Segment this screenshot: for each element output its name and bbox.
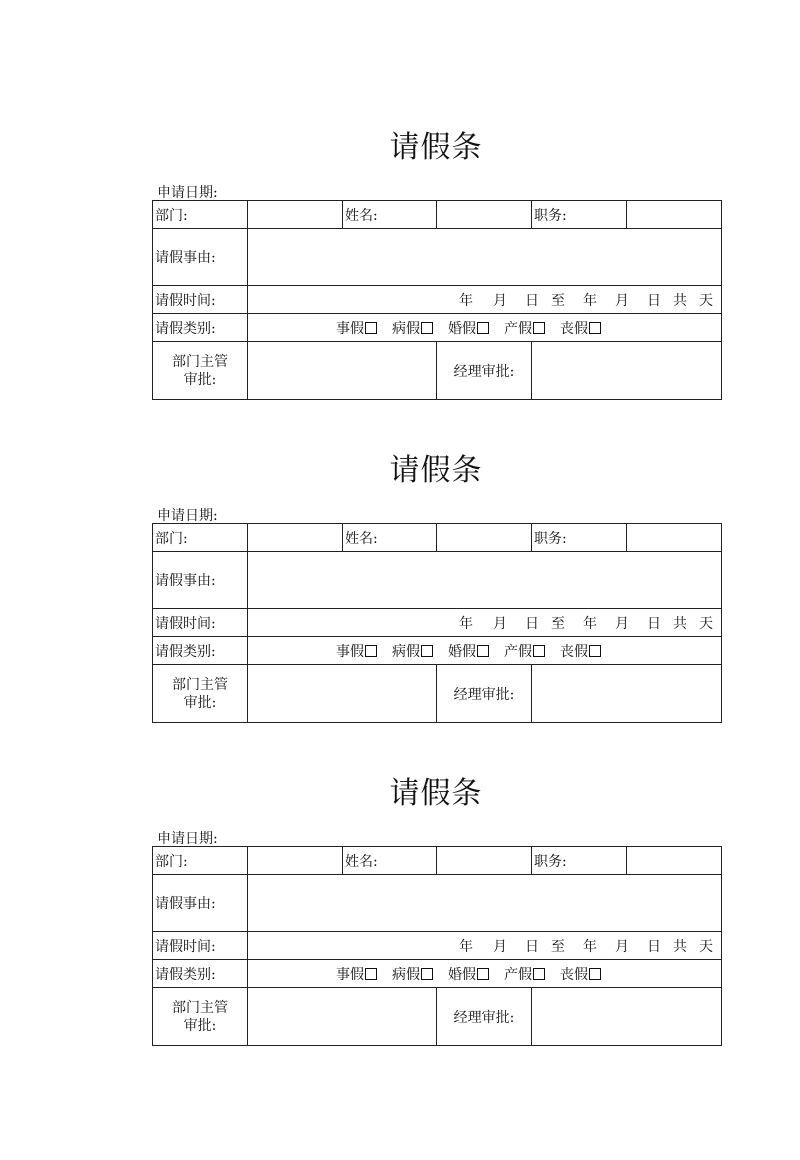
row-reason: [153, 875, 722, 932]
manager-approval-field[interactable]: [532, 665, 722, 723]
checkbox-icon[interactable]: [589, 645, 601, 657]
day-start-unit: 日: [525, 292, 539, 309]
time-field[interactable]: [248, 286, 722, 314]
leave-type-marriage[interactable]: 婚假: [448, 641, 489, 661]
row-reason: [153, 229, 722, 286]
to-label: 至: [551, 292, 565, 309]
form-title: 请假条: [389, 776, 483, 811]
form-title: 请假条: [389, 130, 483, 165]
leave-type-maternity[interactable]: 产假: [504, 318, 545, 338]
manager-approval-field[interactable]: [532, 988, 722, 1046]
row-type: [153, 960, 722, 988]
dept-approval-field[interactable]: [248, 665, 437, 723]
reason-label: 请假事由:: [153, 875, 248, 932]
total-label: 共: [673, 615, 687, 632]
total-label: 共: [673, 938, 687, 955]
position-field[interactable]: [627, 524, 722, 552]
form-title: 请假条: [389, 453, 483, 488]
department-field[interactable]: [248, 847, 343, 875]
leave-type-marriage[interactable]: 婚假: [448, 318, 489, 338]
leave-type-sick[interactable]: 病假: [392, 641, 433, 661]
leave-type-personal[interactable]: 事假: [336, 318, 377, 338]
manager-approval-label: 经理审批:: [437, 665, 532, 723]
leave-type-sick[interactable]: 病假: [392, 964, 433, 984]
checkbox-icon[interactable]: [533, 645, 545, 657]
position-label: 职务:: [532, 847, 627, 875]
to-label: 至: [551, 615, 565, 632]
leave-table: [152, 200, 722, 400]
row-basic-info: [153, 847, 722, 875]
month-start-unit: 月: [493, 938, 507, 955]
position-field[interactable]: [627, 201, 722, 229]
row-approval: [153, 988, 722, 1046]
checkbox-icon[interactable]: [477, 322, 489, 334]
year-start-unit: 年: [459, 938, 473, 955]
month-end-unit: 月: [615, 615, 629, 632]
leave-type-bereavement[interactable]: 丧假: [560, 318, 601, 338]
year-end-unit: 年: [583, 938, 597, 955]
name-label: 姓名:: [343, 524, 437, 552]
leave-table: [152, 846, 722, 1046]
day-end-unit: 日: [647, 615, 661, 632]
reason-field[interactable]: [248, 552, 722, 609]
row-type: [153, 637, 722, 665]
leave-type-personal[interactable]: 事假: [336, 641, 377, 661]
type-label: 请假类别:: [153, 637, 248, 665]
reason-field[interactable]: [248, 875, 722, 932]
checkbox-icon[interactable]: [533, 968, 545, 980]
checkbox-icon[interactable]: [421, 968, 433, 980]
name-label: 姓名:: [343, 201, 437, 229]
row-reason: [153, 552, 722, 609]
year-start-unit: 年: [459, 615, 473, 632]
apply-date-label: 申请日期:: [157, 185, 218, 201]
dept-approval-label: 部门主管 审批:: [153, 665, 248, 723]
checkbox-icon[interactable]: [477, 968, 489, 980]
department-label: 部门:: [153, 524, 248, 552]
leave-type-bereavement[interactable]: 丧假: [560, 641, 601, 661]
department-field[interactable]: [248, 524, 343, 552]
leave-type-bereavement[interactable]: 丧假: [560, 964, 601, 984]
year-start-unit: 年: [459, 292, 473, 309]
manager-approval-label: 经理审批:: [437, 342, 532, 400]
type-options: [248, 637, 722, 665]
type-label: 请假类别:: [153, 960, 248, 988]
name-field[interactable]: [437, 524, 532, 552]
row-basic-info: [153, 524, 722, 552]
name-label: 姓名:: [343, 847, 437, 875]
to-label: 至: [551, 938, 565, 955]
apply-date-label: 申请日期:: [157, 508, 218, 524]
dept-approval-field[interactable]: [248, 342, 437, 400]
year-end-unit: 年: [583, 615, 597, 632]
day-end-unit: 日: [647, 292, 661, 309]
leave-type-maternity[interactable]: 产假: [504, 964, 545, 984]
name-field[interactable]: [437, 201, 532, 229]
reason-label: 请假事由:: [153, 229, 248, 286]
row-time: [153, 932, 722, 960]
type-options: [248, 314, 722, 342]
day-start-unit: 日: [525, 938, 539, 955]
checkbox-icon[interactable]: [533, 322, 545, 334]
position-label: 职务:: [532, 201, 627, 229]
dept-approval-field[interactable]: [248, 988, 437, 1046]
row-type: [153, 314, 722, 342]
name-field[interactable]: [437, 847, 532, 875]
position-field[interactable]: [627, 847, 722, 875]
manager-approval-label: 经理审批:: [437, 988, 532, 1046]
dept-approval-label: 部门主管 审批:: [153, 988, 248, 1046]
position-label: 职务:: [532, 524, 627, 552]
row-time: [153, 609, 722, 637]
checkbox-icon[interactable]: [477, 645, 489, 657]
manager-approval-field[interactable]: [532, 342, 722, 400]
days-unit: 天: [699, 615, 713, 632]
leave-type-sick[interactable]: 病假: [392, 318, 433, 338]
leave-type-personal[interactable]: 事假: [336, 964, 377, 984]
day-start-unit: 日: [525, 615, 539, 632]
month-start-unit: 月: [493, 615, 507, 632]
checkbox-icon[interactable]: [365, 968, 377, 980]
checkbox-icon[interactable]: [365, 645, 377, 657]
time-label: 请假时间:: [153, 932, 248, 960]
department-field[interactable]: [248, 201, 343, 229]
checkbox-icon[interactable]: [589, 322, 601, 334]
month-end-unit: 月: [615, 292, 629, 309]
time-field[interactable]: [248, 609, 722, 637]
time-field[interactable]: [248, 932, 722, 960]
leave-type-marriage[interactable]: 婚假: [448, 964, 489, 984]
checkbox-icon[interactable]: [421, 645, 433, 657]
type-options: [248, 960, 722, 988]
day-end-unit: 日: [647, 938, 661, 955]
year-end-unit: 年: [583, 292, 597, 309]
time-label: 请假时间:: [153, 609, 248, 637]
reason-label: 请假事由:: [153, 552, 248, 609]
department-label: 部门:: [153, 847, 248, 875]
row-basic-info: [153, 201, 722, 229]
row-approval: [153, 342, 722, 400]
month-start-unit: 月: [493, 292, 507, 309]
row-approval: [153, 665, 722, 723]
days-unit: 天: [699, 292, 713, 309]
time-label: 请假时间:: [153, 286, 248, 314]
department-label: 部门:: [153, 201, 248, 229]
total-label: 共: [673, 292, 687, 309]
leave-type-maternity[interactable]: 产假: [504, 641, 545, 661]
type-label: 请假类别:: [153, 314, 248, 342]
checkbox-icon[interactable]: [365, 322, 377, 334]
leave-table: [152, 523, 722, 723]
checkbox-icon[interactable]: [589, 968, 601, 980]
dept-approval-label: 部门主管 审批:: [153, 342, 248, 400]
days-unit: 天: [699, 938, 713, 955]
apply-date-label: 申请日期:: [157, 831, 218, 847]
checkbox-icon[interactable]: [421, 322, 433, 334]
reason-field[interactable]: [248, 229, 722, 286]
month-end-unit: 月: [615, 938, 629, 955]
row-time: [153, 286, 722, 314]
